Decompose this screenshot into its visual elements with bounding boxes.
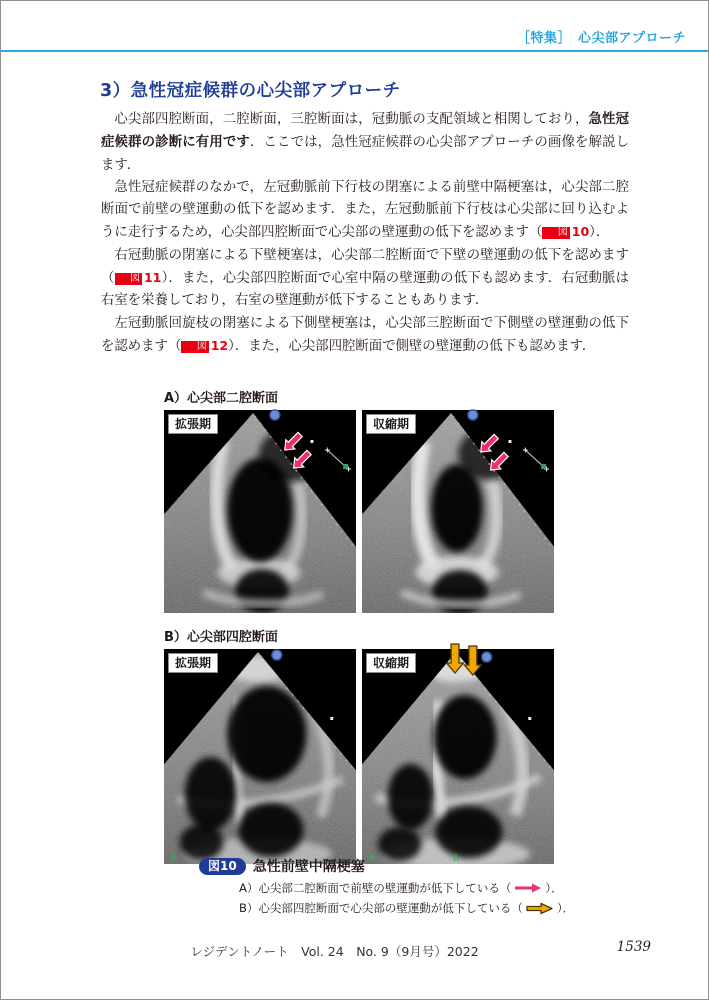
phase-label: 収縮期 (366, 414, 416, 434)
phase-label: 収縮期 (366, 653, 416, 673)
footer-journal: レジデントノート Vol. 24 No. 9（9月号）2022 (190, 944, 479, 959)
probe-marker-dot (482, 652, 492, 662)
figure-ref-10 (542, 225, 589, 240)
echo-panel-b-systole (362, 649, 554, 864)
caption-line-b (239, 900, 629, 916)
section-title: 3）急性冠症候群の心尖部アプローチ (100, 81, 401, 101)
echo-image (164, 649, 356, 864)
figure-ref-box: 図 (181, 341, 208, 353)
caption-text: ）． (556, 901, 575, 915)
red-arrow-icon (513, 882, 543, 894)
phase-label: 拡張期 (168, 414, 218, 434)
yellow-block-arrow-icon (525, 902, 555, 915)
caption-title: 急性前壁中隔梗塞 (252, 859, 365, 875)
echo-image (362, 649, 554, 864)
caption-text: ）． (545, 881, 563, 895)
header-rule (1, 50, 708, 52)
paragraph-text: ）．また，心尖部四腔断面で心室中隔の壁運動の低下も認めます．右冠動脈は右室を栄養しており，右室の壁運動が低下することもあります． (101, 271, 630, 309)
echo-panel-b-diastole (164, 649, 356, 864)
bold-emphasis: 急性冠症候群の診断に有用です (101, 111, 629, 151)
figure-block (164, 387, 554, 864)
figure-label-b: B）心尖部四腔断面 (164, 630, 278, 645)
figure-ref-11 (115, 271, 162, 286)
phase-label: 拡張期 (168, 653, 218, 673)
figure-ref-number: 12 (210, 337, 229, 353)
caption-text: B）心尖部四腔断面で心尖部の壁運動が低下している（ (239, 901, 523, 915)
paragraph-text: 右冠動脈の閉塞による下壁梗塞は，心尖部二腔断面で下壁の壁運動の低下を認めます（ (101, 247, 629, 287)
paragraph-4 (101, 313, 629, 359)
paragraph-2 (101, 177, 629, 245)
paragraph-text: ）．また，心尖部四腔断面で側壁の壁運動の低下も認めます． (228, 338, 596, 354)
figure-ref-number: 11 (143, 270, 162, 286)
figure-ref-number: 10 (571, 224, 590, 240)
figure-ref-12 (181, 339, 228, 354)
echo-panel-a-systole (362, 410, 554, 613)
paragraph-3 (101, 245, 629, 313)
figure-caption (199, 856, 629, 916)
paragraph-text: 左冠動脈回旋枝の閉塞による下側壁梗塞は，心尖部三腔断面で下側壁の壁運動の低下を認めます（ (101, 315, 629, 354)
pink-arrow-icon (280, 430, 304, 455)
probe-marker-dot (468, 410, 478, 420)
paragraph-text: ）． (589, 225, 610, 241)
echo-row-two-chamber (164, 410, 554, 613)
probe-marker-dot (270, 410, 280, 420)
caption-header (199, 856, 629, 876)
page-header-feature-label: ［特集］ 心尖部アプローチ (516, 31, 686, 46)
echo-image (362, 410, 554, 613)
echo-panel-a-diastole (164, 410, 356, 613)
figure-label-a: A）心尖部二腔断面 (164, 391, 279, 406)
paragraph-text: 急性冠症候群のなかで，左冠動脈前下行枝の閉塞による前壁中隔梗塞は，心尖部二腔断面で前壁の壁運動の低下を認めます．また，左冠動脈前下行枝は心尖部に回り込むように走行するため，心尖部四腔断面で心尖部の壁運動の低下を認めます（ (101, 179, 629, 241)
paragraph-text: 心尖部四腔断面，二腔断面，三腔断面は，冠動脈の支配領域と相関しており， (114, 112, 589, 127)
figure-ref-box: 図 (542, 227, 569, 239)
paragraph-1 (101, 108, 629, 177)
caliper-line (325, 448, 351, 472)
figure-badge: 図10 (199, 858, 246, 875)
echo-image (164, 410, 356, 613)
echo-row-four-chamber (164, 649, 554, 864)
figure-ref-box: 図 (115, 273, 142, 285)
probe-marker-dot (272, 650, 282, 660)
caption-line-a (239, 880, 629, 896)
caliper-line (523, 448, 549, 472)
caption-text: A）心尖部二腔断面で前壁の壁運動が低下している（ (239, 881, 512, 895)
paragraph-text: ．ここでは，急性冠症候群の心尖部アプローチの画像を解説します． (101, 135, 630, 173)
footer-page-number: 1539 (616, 939, 651, 955)
body-text (101, 108, 629, 358)
